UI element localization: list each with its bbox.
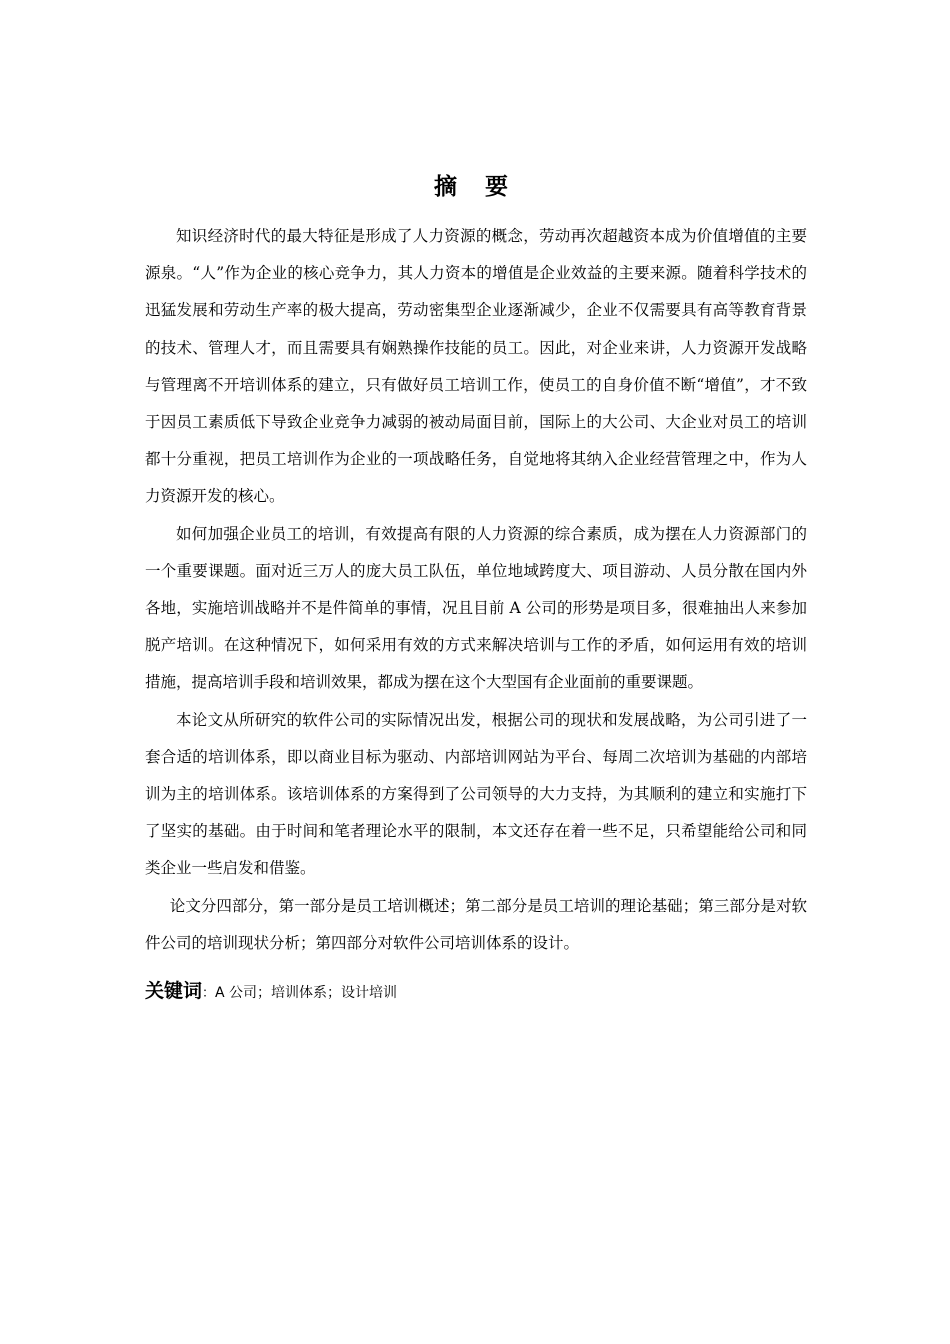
abstract-paragraph-1: 知识经济时代的最大特征是形成了人力资源的概念，劳动再次超越资本成为价值增值的主要源泉。“人”作为企业的核心竞争力，其人力资本的增值是企业效益的主要来源。随着科学技术的迅猛发展和劳动生产率的极大提高，劳动密集型企业逐渐减少，企业不仅需要具有高等教育背景的技术、管理人才，而且需要具有娴熟操作技能的员工。因此，对企业来讲，人力资源开发战略与管理离不开培训体系的建立，只有做好员工培训工作，使员工的自身价值不断“增值”，才不致于因员工素质低下导致企业竞争力减弱的被动局面目前，国际上的大公司、大企业对员工的培训都十分重视，把员工培训作为企业的一项战略任务，自觉地将其纳入企业经营管理之中，作为人力资源开发的核心。 — [145, 227, 807, 506]
abstract-paragraph-2: 如何加强企业员工的培训，有效提高有限的人力资源的综合素质，成为摆在人力资源部门的一个重要课题。面对近三万人的庞大员工队伍，单位地域跨度大、项目游动、人员分散在国内外各地，实施培训战略并不是件简单的事情，况且目前 A 公司的形势是项目多，很难抽出人来参加脱产培训。在这种情况下，如何采用有效的方式来解决培训与工作的矛盾，如何运用有效的培训措施，提高培训手段和培训效果，都成为摆在这个大型国有企业面前的重要课题。 — [145, 524, 807, 692]
keywords-line — [145, 976, 807, 1009]
keywords-colon: ： — [202, 986, 216, 1002]
abstract-title: 摘 要 — [433, 174, 518, 200]
document-page — [145, 168, 807, 1009]
abstract-paragraph-3: 本论文从所研究的软件公司的实际情况出发，根据公司的现状和发展战略，为公司引进了一套合适的培训体系，即以商业目标为驱动、内部培训网站为平台、每周二次培训为基础的内部培训为主的培训体系。该培训体系的方案得到了公司领导的大力支持，为其顺利的建立和实施打下了坚实的基础。由于时间和笔者理论水平的限制，本文还存在着一些不足，只希望能给公司和同类企业一些启发和借鉴。 — [145, 710, 807, 878]
keywords-value: A 公司；培训体系；设计培训 — [215, 985, 398, 1002]
abstract-paragraph-4: 论文分四部分，第一部分是员工培训概述；第二部分是员工培训的理论基础；第三部分是对软件公司的培训现状分析；第四部分对软件公司培训体系的设计。 — [145, 896, 807, 952]
abstract-body — [145, 218, 807, 962]
keywords-label: 关键词 — [145, 980, 203, 1003]
